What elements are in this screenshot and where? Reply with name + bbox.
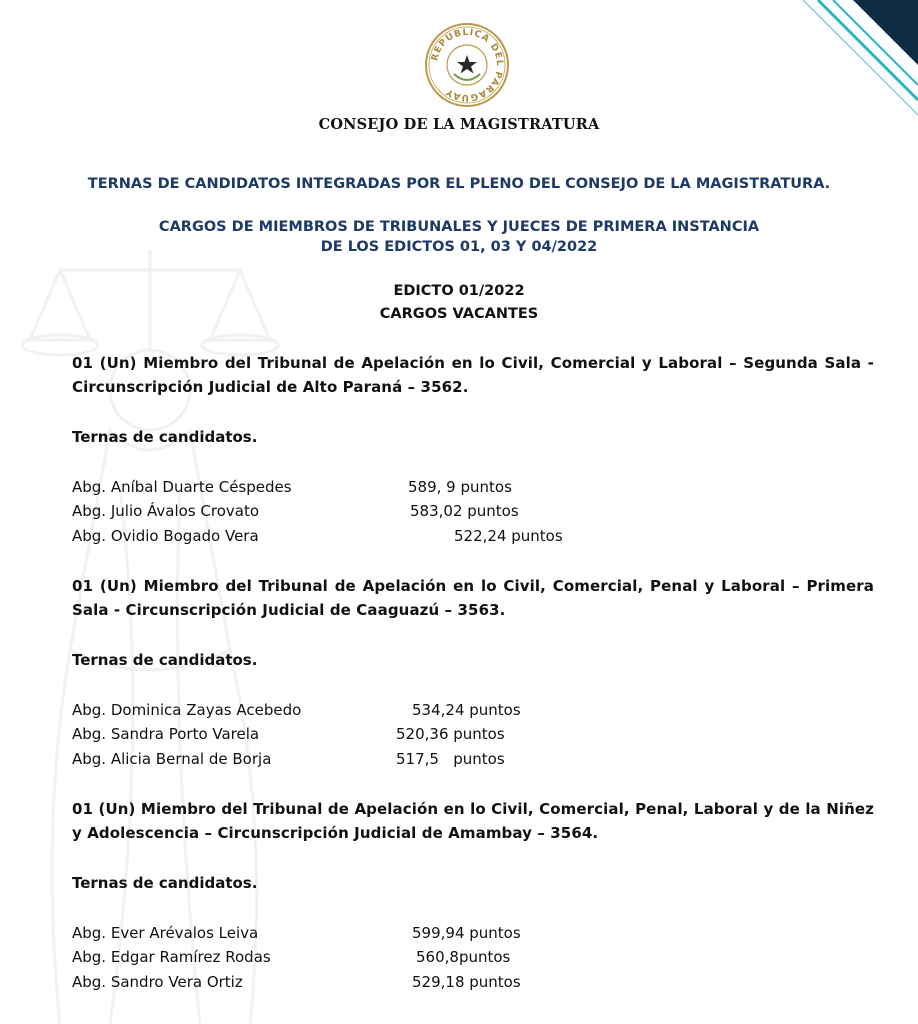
- candidate-name: Abg. Ovidio Bogado Vera: [72, 527, 259, 545]
- ternas-label: Ternas de candidatos.: [72, 428, 258, 446]
- edicto-label: EDICTO 01/2022: [393, 283, 525, 299]
- candidate-name: Abg. Ever Arévalos Leiva: [72, 924, 259, 942]
- cargos-vacantes-label: CARGOS VACANTES: [379, 306, 539, 322]
- section-heading: 01 (Un) Miembro del Tribunal de Apelación en lo Civil, Comercial, Penal, Laboral y de la Niñez y Adolescencia – Circunscripción Judicial de Amambay – 3564.: [72, 800, 874, 842]
- seal-text: REPÚBLICA DEL PARAGUAY: [430, 27, 505, 103]
- candidate-points: 589, 9 puntos: [408, 478, 512, 496]
- candidate-points: 520,36 puntos: [396, 725, 505, 743]
- candidate-name: Abg. Dominica Zayas Acebedo: [72, 701, 302, 719]
- republic-seal-logo: [424, 22, 510, 108]
- candidate-name: Abg. Aníbal Duarte Céspedes: [72, 478, 292, 496]
- ternas-label: Ternas de candidatos.: [72, 651, 258, 669]
- section-heading: 01 (Un) Miembro del Tribunal de Apelación en lo Civil, Comercial, Penal y Laboral – Primera Sala - Circunscripción Judicial de Caaguazú – 3563.: [72, 577, 874, 619]
- candidate-points: 534,24 puntos: [412, 701, 521, 719]
- candidate-row: [72, 747, 672, 771]
- corner-stripes-decoration: [758, 0, 918, 120]
- candidate-name: Abg. Julio Ávalos Crovato: [72, 502, 260, 520]
- candidate-row: [72, 524, 672, 548]
- document-subtitle-line1: CARGOS DE MIEMBROS DE TRIBUNALES Y JUECES DE PRIMERA INSTANCIA: [158, 219, 760, 235]
- candidate-row: [72, 945, 672, 969]
- candidate-points: 560,8puntos: [416, 948, 511, 966]
- candidate-row: [72, 499, 672, 523]
- document-title: TERNAS DE CANDIDATOS INTEGRADAS POR EL PLENO DEL CONSEJO DE LA MAGISTRATURA.: [87, 176, 831, 192]
- candidate-row: [72, 722, 672, 746]
- organization-name: CONSEJO DE LA MAGISTRATURA: [318, 116, 600, 133]
- candidate-row: [72, 921, 672, 945]
- candidate-name: Abg. Sandra Porto Varela: [72, 725, 260, 743]
- candidate-name: Abg. Alicia Bernal de Borja: [72, 750, 272, 768]
- document-subtitle-line2: DE LOS EDICTOS 01, 03 Y 04/2022: [320, 239, 598, 255]
- ternas-label: Ternas de candidatos.: [72, 874, 258, 892]
- candidate-points: 522,24 puntos: [454, 527, 563, 545]
- candidate-points: 529,18 puntos: [412, 973, 521, 991]
- candidate-row: [72, 970, 672, 994]
- lady-justice-watermark: [0, 230, 330, 1024]
- candidate-points: 517,5 puntos: [396, 750, 505, 768]
- section-heading: 01 (Un) Miembro del Tribunal de Apelación en lo Civil, Comercial y Laboral – Segunda Sala - Circunscripción Judicial de Alto Paraná – 3562.: [72, 354, 874, 396]
- candidate-row: [72, 475, 672, 499]
- candidate-name: Abg. Sandro Vera Ortiz: [72, 973, 243, 991]
- candidate-row: [72, 698, 672, 722]
- candidate-points: 599,94 puntos: [412, 924, 521, 942]
- candidate-name: Abg. Edgar Ramírez Rodas: [72, 948, 271, 966]
- candidate-points: 583,02 puntos: [410, 502, 519, 520]
